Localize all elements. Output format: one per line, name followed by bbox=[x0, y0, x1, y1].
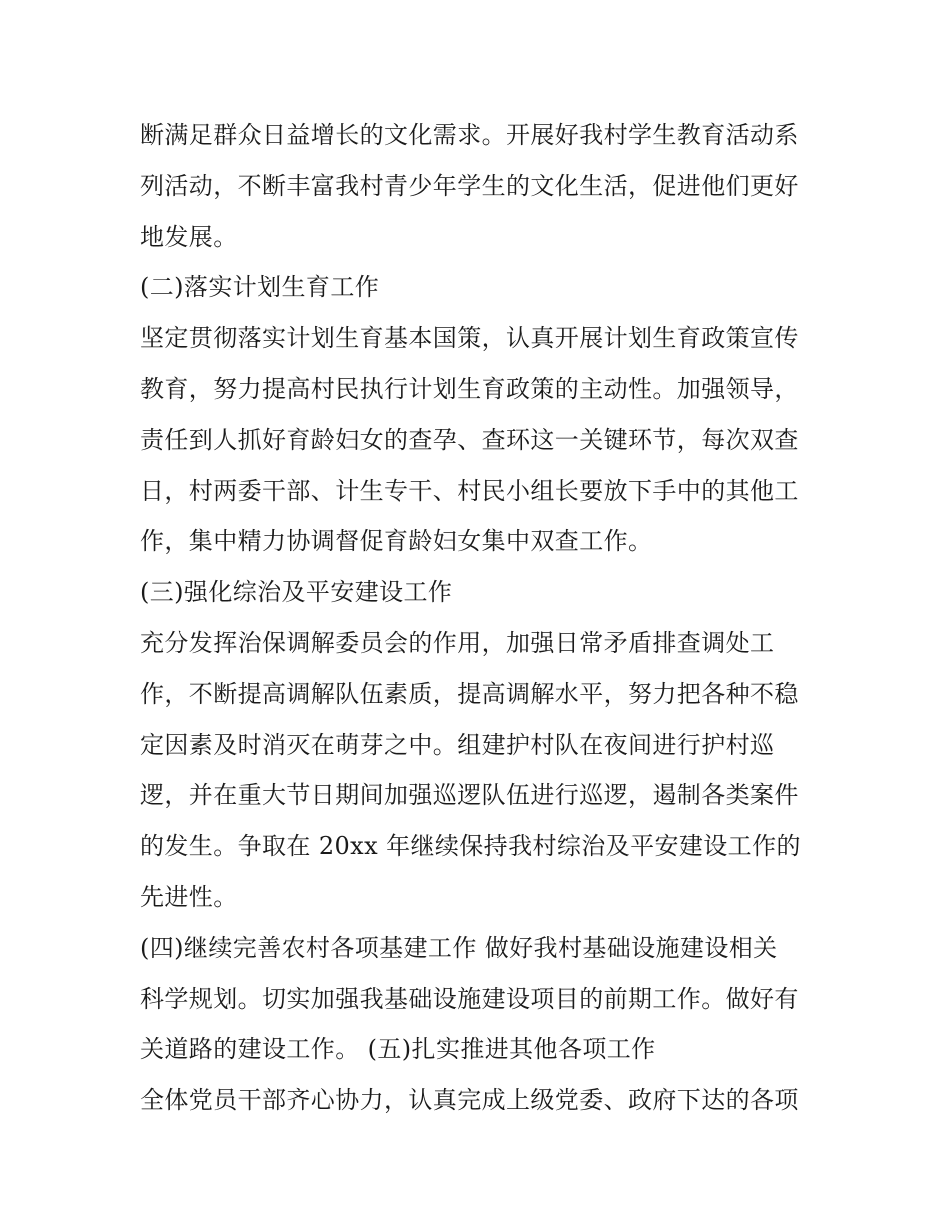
text-line: 作，不断提高调解队伍素质，提高调解水平，努力把各种不稳 bbox=[140, 679, 799, 708]
text-line: 关道路的建设工作。 (五)扎实推进其他各项工作 bbox=[140, 1035, 656, 1064]
text-line: 日，村两委干部、计生专干、村民小组长要放下手中的其他工 bbox=[140, 476, 799, 505]
document-body bbox=[140, 110, 812, 1126]
text-line: 逻，并在重大节日期间加强巡逻队伍进行巡逻，遏制各类案件 bbox=[140, 781, 799, 810]
text-line: 断满足群众日益增长的文化需求。开展好我村学生教育活动系 bbox=[140, 121, 799, 149]
text-line: 作，集中精力协调督促育龄妇女集中双查工作。 bbox=[140, 527, 653, 556]
text-line: 充分发挥治保调解委员会的作用，加强日常矛盾排查调处工 bbox=[140, 628, 775, 657]
text-line: 定因素及时消灭在萌芽之中。组建护村队在夜间进行护村巡 bbox=[140, 730, 775, 759]
text-line: 坚定贯彻落实计划生育基本国策，认真开展计划生育政策宣传 bbox=[140, 324, 799, 353]
section-heading-3: (三)强化综治及平安建设工作 bbox=[140, 578, 453, 607]
text-line: 的发生。争取在 20xx 年继续保持我村综治及平安建设工作的 bbox=[140, 832, 801, 861]
text-line: 先进性。 bbox=[140, 882, 238, 911]
text-line: 科学规划。切实加强我基础设施建设项目的前期工作。做好有 bbox=[140, 984, 799, 1013]
text-line: 地发展。 bbox=[140, 222, 238, 251]
text-line: 责任到人抓好育龄妇女的查孕、查环这一关键环节，每次双查 bbox=[140, 425, 799, 454]
text-line: 全体党员干部齐心协力，认真完成上级党委、政府下达的各项 bbox=[140, 1086, 799, 1115]
section-heading-4: (四)继续完善农村各项基建工作 做好我村基础设施建设相关 bbox=[140, 933, 778, 962]
section-heading-2: (二)落实计划生育工作 bbox=[140, 273, 380, 302]
text-line: 列活动，不断丰富我村青少年学生的文化生活，促进他们更好 bbox=[140, 171, 799, 200]
text-line: 教育，努力提高村民执行计划生育政策的主动性。加强领导， bbox=[140, 374, 799, 403]
